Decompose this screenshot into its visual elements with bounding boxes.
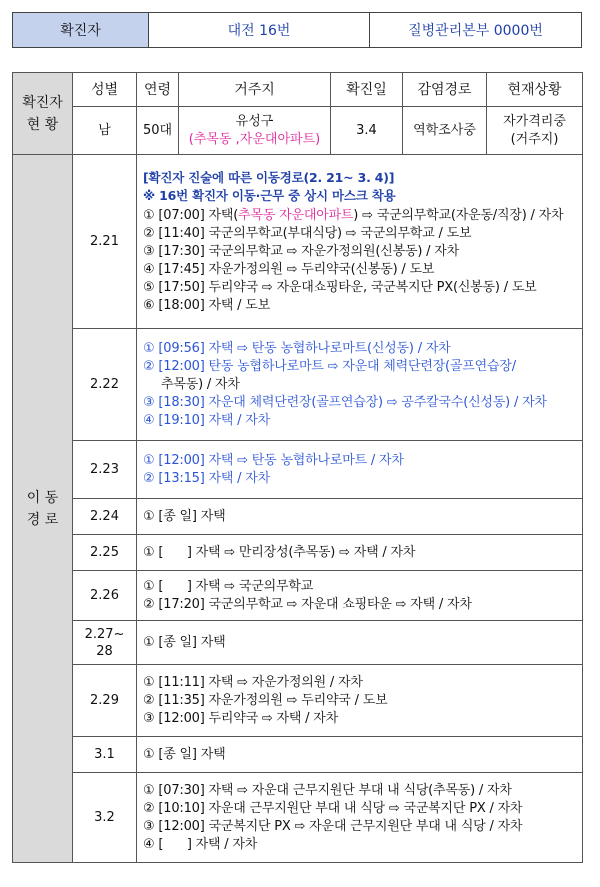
movement-row-2-26 (13, 571, 583, 621)
patient-region-number: 대전 16번 (149, 13, 370, 47)
status-label-line1: 확진자 (22, 94, 63, 111)
date-cell (73, 621, 137, 665)
movement-intro-title: [확진자 진술에 따른 이동경로(2. 21~ 3. 4)] (143, 169, 395, 185)
movement-line: ① [ ] 자택 ⇨ 국군의무학교 (143, 578, 314, 594)
date-cell: 3.2 (73, 773, 137, 863)
status-line1: 자가격리중 (503, 113, 566, 129)
col-gender: 성별 (73, 73, 137, 107)
date-cell: 2.25 (73, 535, 137, 571)
col-age: 연령 (137, 73, 179, 107)
movement-line: ④ [ ] 자택 / 자차 (143, 836, 258, 852)
age-value: 50대 (137, 107, 179, 155)
movement-line: ① [12:00] 자택 ⇨ 탄동 농협하나로마트 / 자차 (143, 452, 404, 468)
movement-line: 추목동) / 자차 (161, 376, 240, 392)
movement-detail (137, 737, 583, 773)
status-value-row (13, 107, 583, 155)
movement-row-2-27-28 (13, 621, 583, 665)
movement-row-3-1 (13, 737, 583, 773)
movement-line: ① [07:00] 자택(추목동 자운대아파트) ⇨ 국군의무학교(자운동/직장) / 자차 (143, 207, 564, 223)
movement-row-2-25 (13, 535, 583, 571)
col-residence: 거주지 (179, 73, 331, 107)
residence-value (179, 107, 331, 155)
movement-intro-note: ※ 16번 확진자 이동·근무 중 상시 마스크 착용 (143, 187, 396, 203)
movement-line: ① [11:11] 자택 ⇨ 자운가정의원 / 자차 (143, 674, 363, 690)
movement-line: ② [11:35] 자운가정의원 ⇨ 두리약국 / 도보 (143, 692, 388, 708)
movement-label-line1: 이 동 (26, 489, 59, 506)
movement-detail (137, 535, 583, 571)
movement-row-2-29 (13, 665, 583, 737)
movement-line: ① [종 일] 자택 (143, 508, 226, 524)
movement-detail (137, 329, 583, 441)
movement-detail (137, 773, 583, 863)
movement-row-2-24 (13, 499, 583, 535)
date-cell: 2.29 (73, 665, 137, 737)
residence-highlight: 추목동 자운대아파트 (238, 207, 354, 223)
movement-line: ① [07:30] 자택 ⇨ 자운대 근무지원단 부대 내 식당(추목동) / 자차 (143, 782, 512, 798)
movement-label-line2: 경 로 (26, 511, 59, 528)
date-cell: 2.26 (73, 571, 137, 621)
date-line2: 28 (96, 643, 113, 659)
movement-detail (137, 155, 583, 329)
residence-detail: (추목동 ,자운대아파트) (188, 131, 321, 147)
date-cell: 2.21 (73, 155, 137, 329)
movement-row-2-22 (13, 329, 583, 441)
gender-value: 남 (73, 107, 137, 155)
route-value: 역학조사중 (403, 107, 487, 155)
movement-line: ③ [12:00] 국군복지단 PX ⇨ 자운대 근무지원단 부대 내 식당 / 자차 (143, 818, 523, 834)
movement-row-2-21 (13, 155, 583, 329)
status-value (487, 107, 583, 155)
movement-detail (137, 571, 583, 621)
movement-line: ⑥ [18:00] 자택 / 도보 (143, 297, 271, 313)
movement-line: ③ [18:30] 자운대 체력단련장(골프연습장) ⇨ 공주칼국수(신성동) / 자차 (143, 394, 547, 410)
status-label-line2: 현 황 (26, 116, 59, 133)
status-line2: (거주지) (510, 131, 559, 147)
patient-header-bar (12, 12, 582, 48)
movement-line: ② [17:20] 국군의무학교 ⇨ 자운대 쇼핑타운 ⇨ 자택 / 자차 (143, 596, 472, 612)
date-line1: 2.27~ (84, 626, 125, 642)
movement-line: ① [09:56] 자택 ⇨ 탄동 농협하나로마트(신성동) / 자차 (143, 340, 451, 356)
movement-line: ⑤ [17:50] 두리약국 ⇨ 자운대쇼핑타운, 국군복지단 PX(신봉동) / 도보 (143, 279, 537, 295)
movement-row-label (13, 155, 73, 863)
movement-line: ② [10:10] 자운대 근무지원단 부대 내 식당 ⇨ 국군복지단 PX / 자차 (143, 800, 523, 816)
date-cell: 2.22 (73, 329, 137, 441)
patient-header-label: 확진자 (13, 13, 149, 47)
status-header-row (13, 73, 583, 107)
date-cell: 3.1 (73, 737, 137, 773)
movement-detail (137, 441, 583, 499)
col-confirm-date: 확진일 (331, 73, 403, 107)
movement-line: ③ [12:00] 두리약국 ⇨ 자택 / 자차 (143, 710, 338, 726)
confirm-date-value: 3.4 (331, 107, 403, 155)
date-cell: 2.24 (73, 499, 137, 535)
col-current-status: 현재상황 (487, 73, 583, 107)
movement-line: ③ [17:30] 국군의무학교 ⇨ 자운가정의원(신봉동) / 자차 (143, 243, 459, 259)
patient-agency-number: 질병관리본부 0000번 (408, 23, 543, 39)
movement-line: ④ [19:10] 자택 / 자차 (143, 412, 271, 428)
movement-line: ① [종 일] 자택 (143, 634, 226, 650)
patient-info-table (12, 72, 583, 863)
movement-line: ① [ ] 자택 ⇨ 만리장성(추목동) ⇨ 자택 / 자차 (143, 544, 416, 560)
movement-line: ② [11:40] 국군의무학교(부대식당) ⇨ 국군의무학교 / 도보 (143, 225, 472, 241)
movement-detail (137, 499, 583, 535)
movement-line: ④ [17:45] 자운가정의원 ⇨ 두리약국(신봉동) / 도보 (143, 261, 435, 277)
movement-detail (137, 621, 583, 665)
movement-line: ② [13:15] 자택 / 자차 (143, 470, 271, 486)
movement-line: ① [종 일] 자택 (143, 746, 226, 762)
residence-main: 유성구 (235, 113, 274, 129)
movement-detail (137, 665, 583, 737)
movement-row-2-23 (13, 441, 583, 499)
movement-line: ② [12:00] 탄동 농협하나로마트 ⇨ 자운대 체력단련장(골프연습장/ (143, 358, 516, 374)
date-cell: 2.23 (73, 441, 137, 499)
status-row-label (13, 73, 73, 155)
col-infection-route: 감염경로 (403, 73, 487, 107)
movement-row-3-2 (13, 773, 583, 863)
